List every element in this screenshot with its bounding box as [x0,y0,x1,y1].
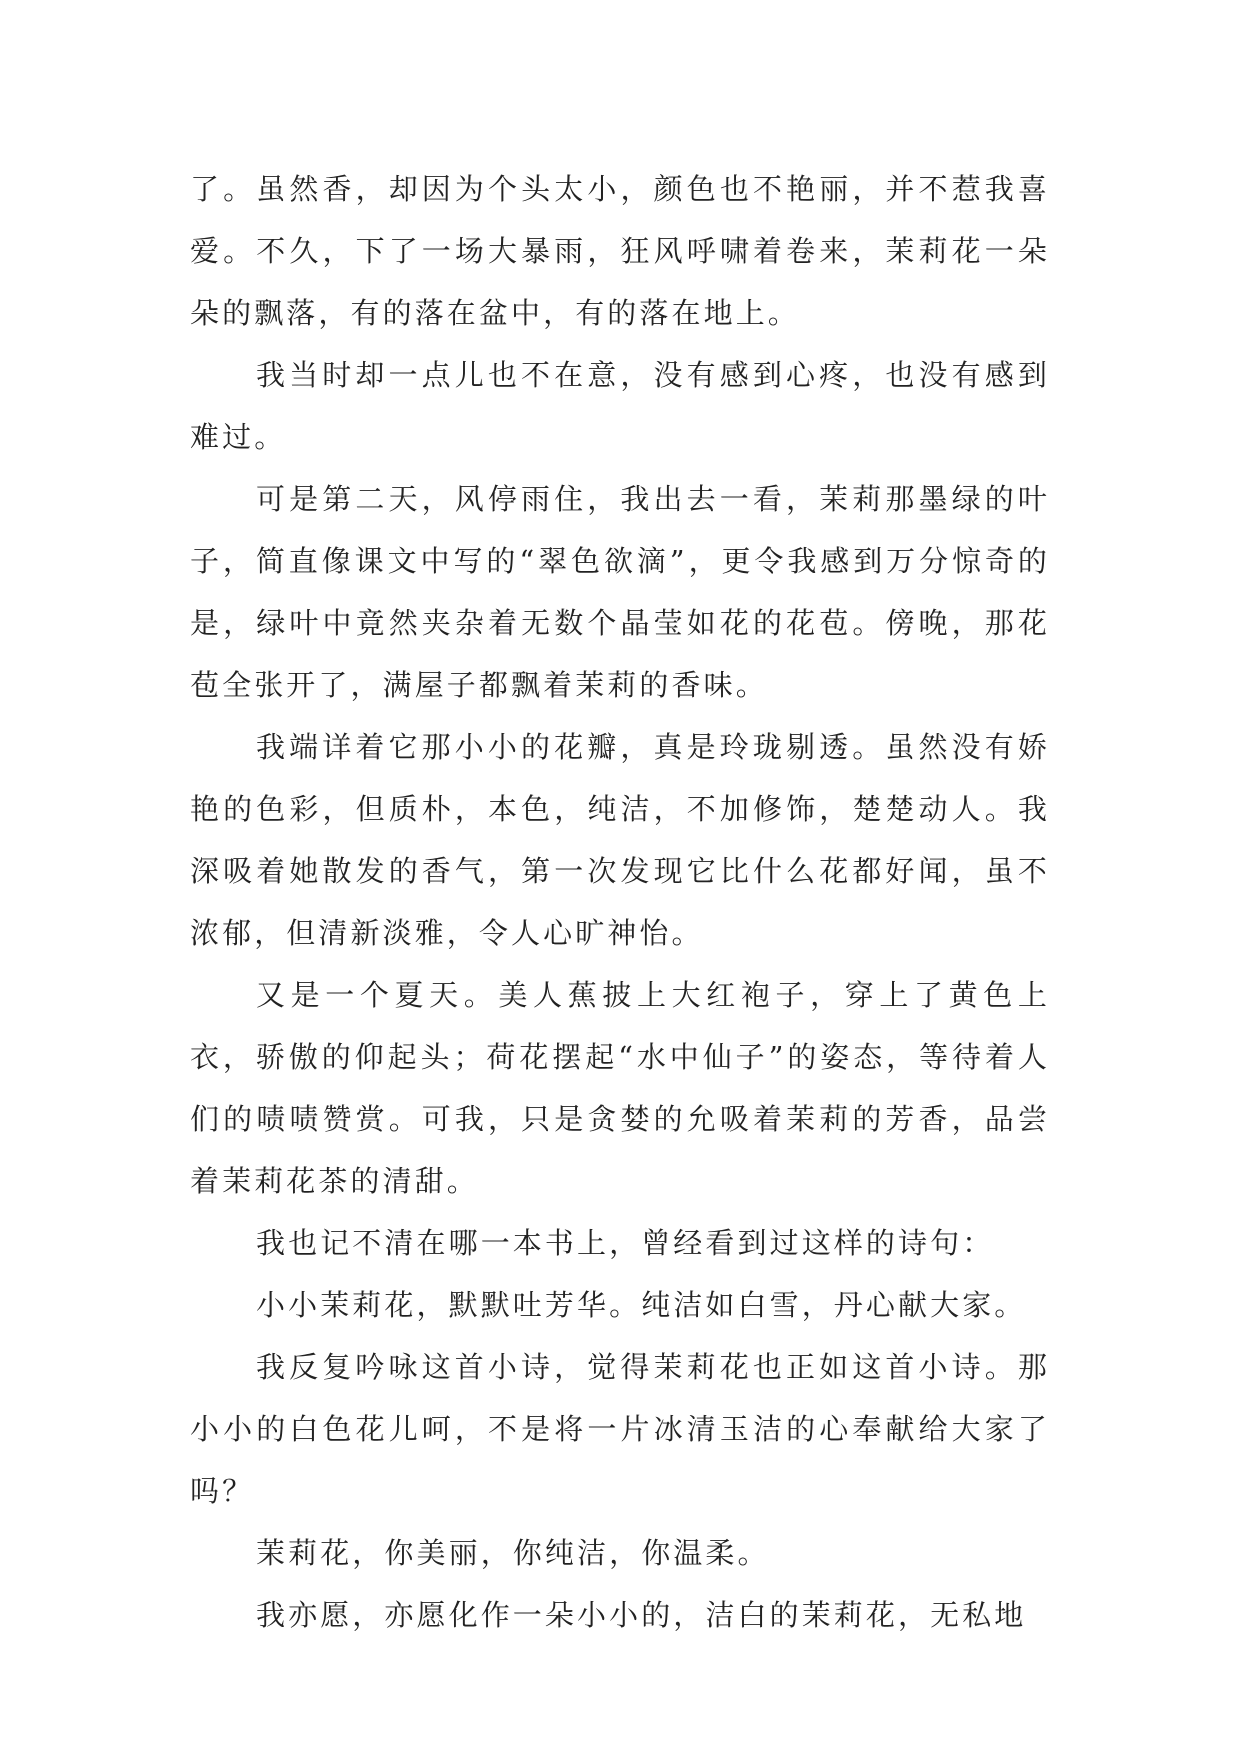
paragraph-3: 可是第二天，风停雨住，我出去一看，茉莉那墨绿的叶子，简直像课文中写的“翠色欲滴”，更令我感到万分惊奇的是，绿叶中竟然夹杂着无数个晶莹如花的花苞。傍晚，那花苞全张开了，满屋子都飘着茉莉的香味。 [190,482,1050,702]
paragraph-6: 我也记不清在哪一本书上，曾经看到过这样的诗句： [256,1226,995,1260]
paragraph-1: 了。虽然香，却因为个头太小，颜色也不艳丽，并不惹我喜爱。不久，下了一场大暴雨，狂风呼啸着卷来，茉莉花一朵朵的飘落，有的落在盆中，有的落在地上。 [190,172,1050,330]
paragraph-4: 我端详着它那小小的花瓣，真是玲珑剔透。虽然没有娇艳的色彩，但质朴，本色，纯洁，不加修饰，楚楚动人。我深吸着她散发的香气，第一次发现它比什么花都好闻，虽不浓郁，但清新淡雅，令人心旷神怡。 [190,730,1050,950]
paragraph-5: 又是一个夏天。美人蕉披上大红袍子，穿上了黄色上衣，骄傲的仰起头；荷花摆起“水中仙子”的姿态，等待着人们的啧啧赞赏。可我，只是贪婪的允吸着茉莉的芳香，品尝着茉莉花茶的清甜。 [190,978,1050,1198]
poem-line: 小小茉莉花，默默吐芳华。纯洁如白雪，丹心献大家。 [256,1288,1027,1322]
paragraph-2: 我当时却一点儿也不在意，没有感到心疼，也没有感到难过。 [190,358,1050,454]
paragraph-8: 我反复吟咏这首小诗，觉得茉莉花也正如这首小诗。那小小的白色花儿呵，不是将一片冰清玉洁的心奉献给大家了吗？ [190,1350,1050,1508]
paragraph-10: 我亦愿，亦愿化作一朵小小的，洁白的茉莉花，无私地 [256,1598,1027,1632]
body-text [190,158,1050,1646]
paragraph-9: 茉莉花，你美丽，你纯洁，你温柔。 [256,1536,770,1570]
